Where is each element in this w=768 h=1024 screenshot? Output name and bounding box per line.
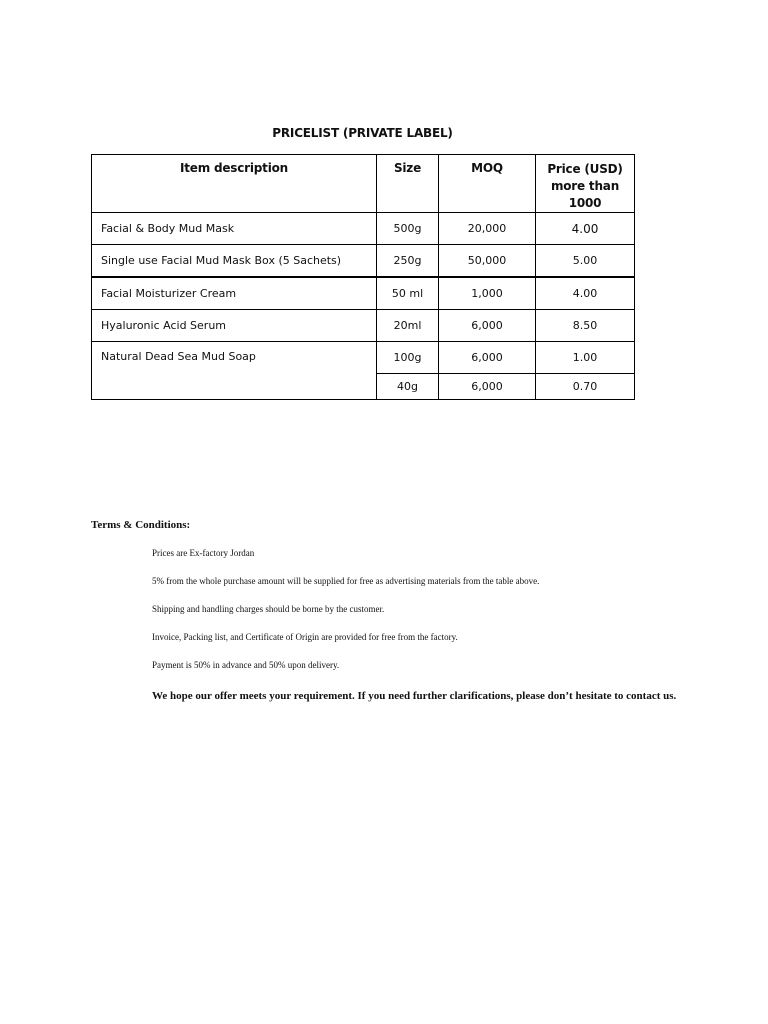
header-price-line2: more than 1000 xyxy=(550,179,620,210)
row-price: 8.50 xyxy=(536,310,635,342)
terms-item: Payment is 50% in advance and 50% upon delivery. xyxy=(152,660,340,670)
row-size: 20ml xyxy=(377,310,439,342)
row-moq: 1,000 xyxy=(439,277,536,310)
row-moq: 6,000 xyxy=(439,374,536,400)
row-moq: 6,000 xyxy=(439,310,536,342)
row-description: Hyaluronic Acid Serum xyxy=(92,310,377,342)
header-moq: MOQ xyxy=(439,155,536,213)
table-row xyxy=(92,310,635,342)
row-size: 40g xyxy=(377,374,439,400)
row-moq: 50,000 xyxy=(439,245,536,278)
row-price: 4.00 xyxy=(536,213,635,245)
header-price xyxy=(536,155,635,213)
row-size: 50 ml xyxy=(377,277,439,310)
price-table xyxy=(91,154,635,400)
terms-item: 5% from the whole purchase amount will be supplied for free as advertising materials from the table above. xyxy=(152,576,540,586)
terms-item: Invoice, Packing list, and Certificate of Origin are provided for free from the factory. xyxy=(152,632,458,642)
row-size: 100g xyxy=(377,342,439,374)
table-row xyxy=(92,213,635,245)
table-row xyxy=(92,342,635,374)
row-price: 0.70 xyxy=(536,374,635,400)
row-description: Facial Moisturizer Cream xyxy=(92,277,377,310)
header-size: Size xyxy=(377,155,439,213)
row-moq: 20,000 xyxy=(439,213,536,245)
row-size: 250g xyxy=(377,245,439,278)
terms-item: Shipping and handling charges should be borne by the customer. xyxy=(152,604,385,614)
row-price: 5.00 xyxy=(536,245,635,278)
closing-note: We hope our offer meets your requirement. If you need further clarifications, please don’t hesitate to contact us. xyxy=(152,690,677,702)
row-description: Single use Facial Mud Mask Box (5 Sachets) xyxy=(92,245,377,278)
terms-list xyxy=(152,548,692,688)
terms-heading: Terms & Conditions: xyxy=(91,519,191,531)
row-description: Natural Dead Sea Mud Soap xyxy=(92,342,377,400)
header-price-line1: Price (USD) xyxy=(547,162,623,176)
row-moq: 6,000 xyxy=(439,342,536,374)
table-row xyxy=(92,245,635,278)
row-price: 4.00 xyxy=(536,277,635,310)
row-size: 500g xyxy=(377,213,439,245)
row-description: Facial & Body Mud Mask xyxy=(92,213,377,245)
row-price: 1.00 xyxy=(536,342,635,374)
header-item-description: Item description xyxy=(92,155,377,213)
table-header-row xyxy=(92,155,635,213)
table-row xyxy=(92,277,635,310)
page-title: PRICELIST (PRIVATE LABEL) xyxy=(272,126,453,140)
terms-item: Prices are Ex-factory Jordan xyxy=(152,548,255,558)
